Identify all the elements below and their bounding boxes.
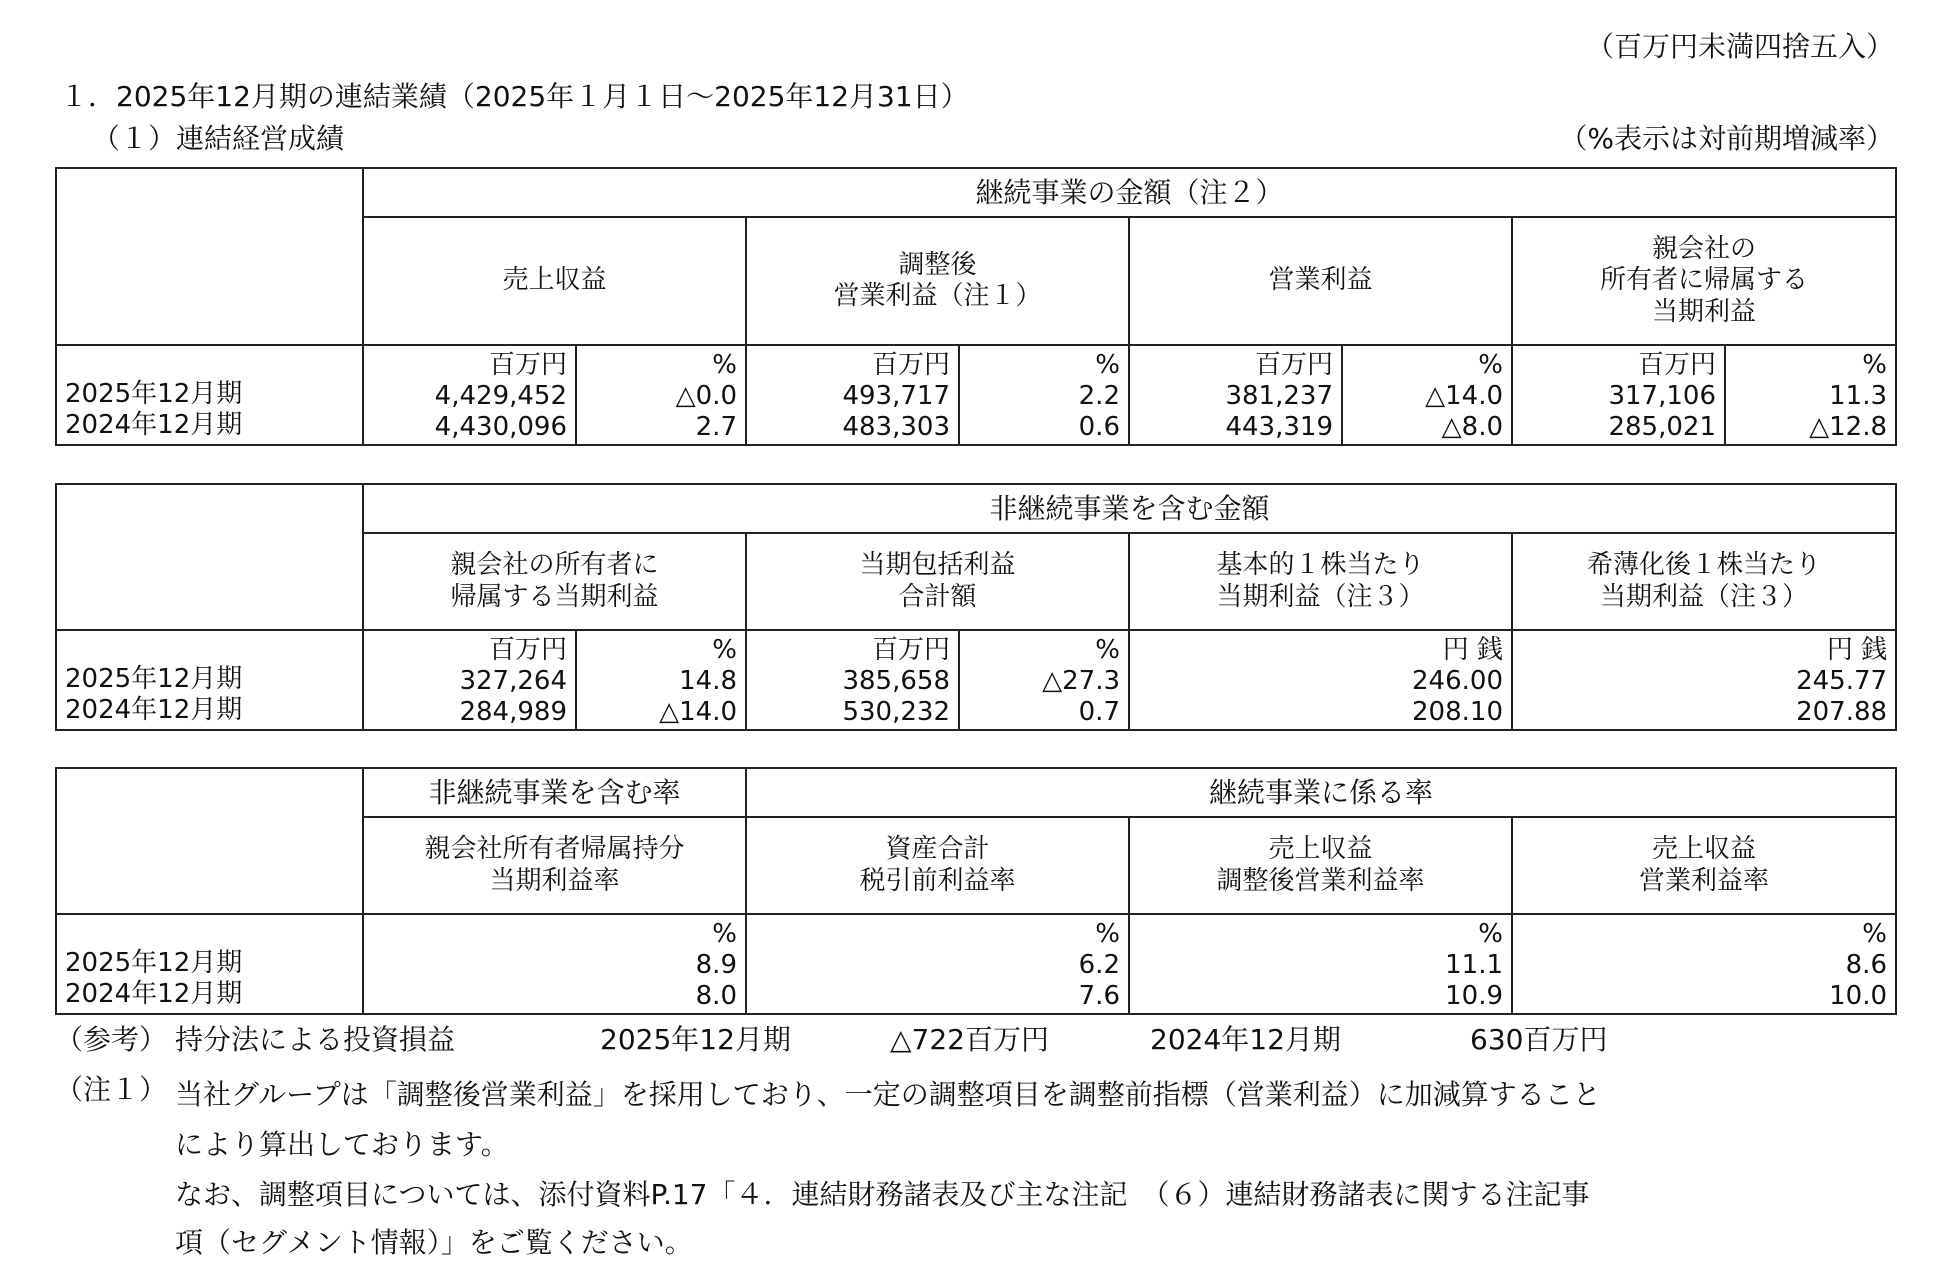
reference-value-2024: 630百万円 [1470,1023,1608,1056]
col-header-comprehensive-income: 当期包括利益 合計額 [746,533,1129,630]
corner-cell [56,768,363,914]
operating-profit-cell: 百万円 381,237 443,319 [1129,345,1342,445]
page-title: １．2025年12月期の連結業績（2025年１月１日～2025年12月31日） [60,80,969,113]
comprehensive-income-pct-cell: % △27.3 0.7 [959,630,1129,730]
col-header-diluted-eps: 希薄化後１株当たり 当期利益（注３） [1512,533,1896,630]
net-income-cell: 百万円 327,264 284,989 [363,630,576,730]
revenue-cell: 百万円 4,429,452 4,430,096 [363,345,576,445]
note1-line3: なお、調整項目については、添付資料P.17「４．連結財務諸表及び主な注記 （６）連結財務諸表に関する注記事 [175,1178,1590,1211]
comprehensive-income-cell: 百万円 385,658 530,232 [746,630,959,730]
table-continuing-amounts [55,167,1897,446]
year-labels: 2025年12月期 2024年12月期 [56,914,363,1014]
table-row [56,630,1896,730]
net-income-pct-cell: % 11.3 △12.8 [1725,345,1896,445]
col-header-revenue: 売上収益 [363,217,746,345]
note1-line1: 当社グループは「調整後営業利益」を採用しており、一定の調整項目を調整前指標（営業利益）に加減算すること [175,1078,1601,1111]
corner-cell [56,484,363,630]
percent-note: （%表示は対前期増減率） [1559,122,1894,155]
reference-year-2025: 2025年12月期 [600,1023,791,1056]
table-ratios [55,767,1897,1015]
adjusted-op-margin-cell: % 11.1 10.9 [1129,914,1512,1014]
col-header-op-margin: 売上収益 営業利益率 [1512,817,1896,914]
note1-tag: （注１） [55,1073,168,1106]
reference-value-2025: △722百万円 [890,1023,1049,1056]
col-header-roa: 資産合計 税引前利益率 [746,817,1129,914]
group-header: 継続事業の金額（注２） [363,168,1896,217]
corner-cell [56,168,363,345]
reference-label: 持分法による投資損益 [175,1023,456,1056]
group-header-including-discontinued: 非継続事業を含む率 [363,768,746,817]
net-income-cell: 百万円 317,106 285,021 [1512,345,1725,445]
adjusted-op-pct-cell: % 2.2 0.6 [959,345,1129,445]
reference-tag: （参考） [55,1023,168,1056]
group-header-continuing: 継続事業に係る率 [746,768,1896,817]
roe-cell: % 8.9 8.0 [363,914,746,1014]
year-labels: 2025年12月期 2024年12月期 [56,345,363,445]
section-subtitle: （１）連結経営成績 [92,122,345,155]
note1-line4: 項（セグメント情報）」をご覧ください。 [175,1226,693,1259]
table-including-discontinued [55,483,1897,731]
revenue-pct-cell: % △0.0 2.7 [576,345,746,445]
group-header: 非継続事業を含む金額 [363,484,1896,533]
col-header-roe: 親会社所有者帰属持分 当期利益率 [363,817,746,914]
operating-profit-pct-cell: % △14.0 △8.0 [1342,345,1512,445]
col-header-net-income-owners: 親会社の所有者に 帰属する当期利益 [363,533,746,630]
col-header-net-income-owners: 親会社の 所有者に帰属する 当期利益 [1512,217,1896,345]
year-labels: 2025年12月期 2024年12月期 [56,630,363,730]
diluted-eps-cell: 円 銭 245.77 207.88 [1512,630,1896,730]
reference-year-2024: 2024年12月期 [1150,1023,1341,1056]
op-margin-cell: % 8.6 10.0 [1512,914,1896,1014]
col-header-adjusted-op-margin: 売上収益 調整後営業利益率 [1129,817,1512,914]
table-row [56,914,1896,1014]
col-header-adjusted-operating-profit: 調整後 営業利益（注１） [746,217,1129,345]
adjusted-op-cell: 百万円 493,717 483,303 [746,345,959,445]
table-row [56,345,1896,445]
col-header-basic-eps: 基本的１株当たり 当期利益（注３） [1129,533,1512,630]
note1-line2: により算出しております。 [175,1128,509,1161]
net-income-pct-cell: % 14.8 △14.0 [576,630,746,730]
col-header-operating-profit: 営業利益 [1129,217,1512,345]
basic-eps-cell: 円 銭 246.00 208.10 [1129,630,1512,730]
unit-note: （百万円未満四捨五入） [1585,30,1894,63]
roa-cell: % 6.2 7.6 [746,914,1129,1014]
